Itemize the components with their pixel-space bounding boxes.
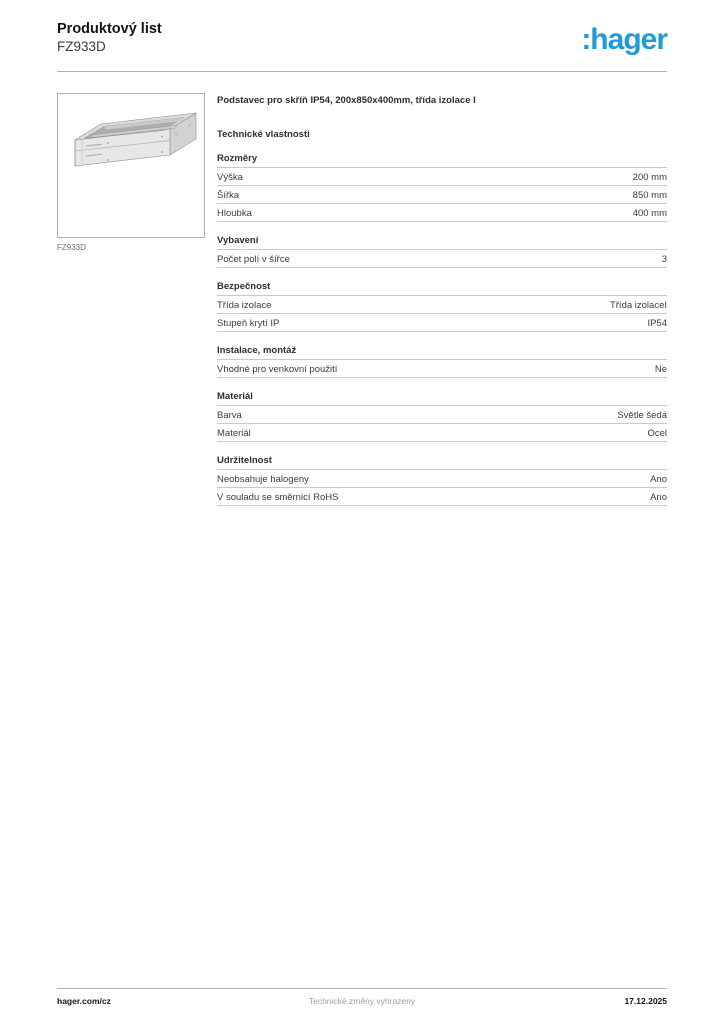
spec-value: Světle šedá bbox=[617, 410, 667, 422]
spec-label: Vhodné pro venkovní použití bbox=[217, 364, 338, 376]
spec-row bbox=[217, 488, 667, 506]
header bbox=[57, 0, 667, 72]
spec-value: 3 bbox=[661, 254, 667, 266]
footer bbox=[57, 988, 667, 1006]
spec-value: 850 mm bbox=[632, 190, 667, 202]
spec-value: 200 mm bbox=[632, 172, 667, 184]
spec-group-sustainability bbox=[217, 455, 667, 506]
product-image bbox=[57, 93, 205, 238]
product-image-column bbox=[57, 93, 205, 252]
spec-group-installation bbox=[217, 345, 667, 378]
spec-row bbox=[217, 406, 667, 424]
spec-label: Počet polí v šířce bbox=[217, 254, 290, 266]
spec-group-material bbox=[217, 391, 667, 442]
product-title: Podstavec pro skříň IP54, 200x850x400mm, třída izolace I bbox=[217, 95, 476, 106]
spec-group-title: Materiál bbox=[217, 391, 667, 406]
spec-label: Výška bbox=[217, 172, 243, 184]
spec-value: Ocel bbox=[647, 428, 667, 440]
spec-label: Neobsahuje halogeny bbox=[217, 474, 309, 486]
section-title: Technické vlastnosti bbox=[217, 129, 310, 141]
spec-group-title: Rozměry bbox=[217, 153, 667, 168]
product-image-caption: FZ933D bbox=[57, 243, 86, 252]
spec-value: Ano bbox=[650, 492, 667, 504]
spec-row bbox=[217, 250, 667, 268]
spec-value: Třída izolaceI bbox=[609, 300, 667, 312]
spec-value: 400 mm bbox=[632, 208, 667, 220]
page-title: Produktový list bbox=[57, 21, 162, 37]
spec-row bbox=[217, 296, 667, 314]
main-content bbox=[57, 93, 667, 506]
spec-group-title: Udržitelnost bbox=[217, 455, 667, 470]
spec-row bbox=[217, 314, 667, 332]
product-code: FZ933D bbox=[57, 38, 106, 54]
spec-value: Ano bbox=[650, 474, 667, 486]
plinth-drawing-icon bbox=[58, 94, 204, 237]
spec-label: V souladu se směrnicí RoHS bbox=[217, 492, 339, 504]
spec-group-equipment bbox=[217, 235, 667, 268]
spec-label: Materiál bbox=[217, 428, 251, 440]
spec-value: IP54 bbox=[647, 318, 667, 330]
hager-logo: :hager bbox=[581, 23, 667, 56]
spec-label: Třída izolace bbox=[217, 300, 272, 312]
spec-row bbox=[217, 204, 667, 222]
spec-group-title: Instalace, montáž bbox=[217, 345, 667, 360]
spec-label: Hloubka bbox=[217, 208, 252, 220]
spec-group-dimensions bbox=[217, 153, 667, 222]
spec-column bbox=[217, 93, 667, 506]
spec-label: Šířka bbox=[217, 190, 240, 202]
spec-label: Stupeň krytí IP bbox=[217, 318, 280, 330]
header-titles bbox=[57, 21, 162, 54]
spec-group-safety bbox=[217, 281, 667, 332]
spec-group-title: Bezpečnost bbox=[217, 281, 667, 296]
footer-website-link[interactable]: hager.com/cz bbox=[57, 996, 111, 1006]
spec-row bbox=[217, 186, 667, 204]
spec-row bbox=[217, 360, 667, 378]
spec-label: Barva bbox=[217, 410, 242, 422]
footer-disclaimer: Technické změny vyhrazeny bbox=[308, 996, 416, 1006]
spec-row bbox=[217, 168, 667, 186]
spec-group-title: Vybavení bbox=[217, 235, 667, 250]
spec-row bbox=[217, 424, 667, 442]
spec-row bbox=[217, 470, 667, 488]
footer-date: 17.12.2025 bbox=[624, 996, 667, 1006]
spec-value: Ne bbox=[654, 364, 667, 376]
